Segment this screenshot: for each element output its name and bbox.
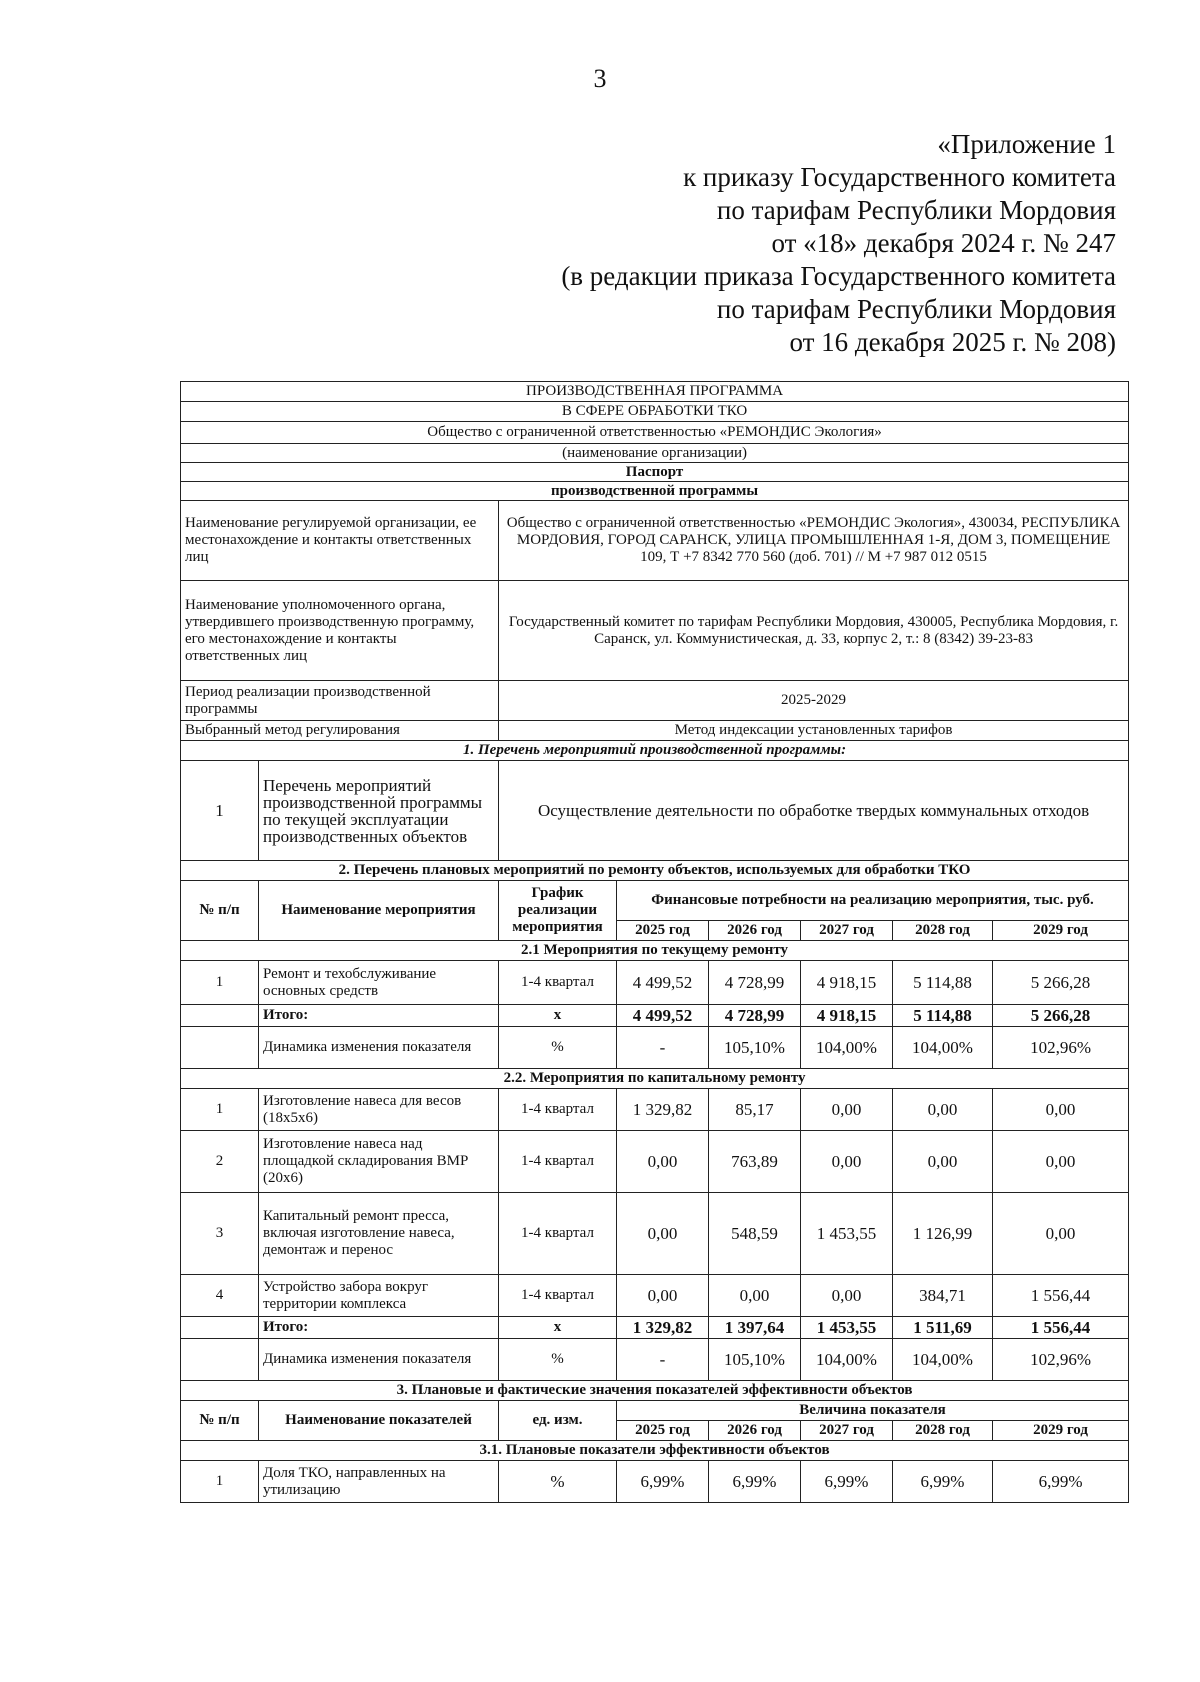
total-value: 1 397,64 [709,1317,801,1339]
total-schedule: х [499,1317,617,1339]
column-number-header: № п/п [181,881,259,941]
row-name: Ремонт и техобслуживание основных средств [259,961,499,1005]
empty-cell [181,1339,259,1381]
value-cell: 0,00 [617,1193,709,1275]
total-value: 1 511,69 [893,1317,993,1339]
value-cell: 0,00 [801,1275,893,1317]
row-unit: % [499,1461,617,1503]
total-value: 4 499,52 [617,1005,709,1027]
appendix-line: по тарифам Республики Мордовия [716,294,1116,324]
dynamics-value: 104,00% [893,1339,993,1381]
dynamics-unit: % [499,1339,617,1381]
subsection-2-1-title: 2.1 Мероприятия по текущему ремонту [181,941,1129,961]
table-row [181,1275,1129,1317]
dynamics-value: 104,00% [893,1027,993,1069]
table-row [181,1089,1129,1131]
row-name: Капитальный ремонт пресса, включая изготовление навеса, демонтаж и перенос [259,1193,499,1275]
table-row [181,1193,1129,1275]
column-value-header: Величина показателя [617,1401,1129,1421]
value-cell: 384,71 [893,1275,993,1317]
table-row [181,1131,1129,1193]
value-cell: 4 499,52 [617,961,709,1005]
value-cell: 0,00 [617,1275,709,1317]
subsection-3-1-title: 3.1. Плановые показатели эффективности объектов [181,1441,1129,1461]
year-header: 2027 год [801,1421,893,1441]
dynamics-value: - [617,1339,709,1381]
total-label: Итого: [259,1005,499,1027]
appendix-line: от «18» декабря 2024 г. № 247 [771,228,1116,258]
program-title: ПРОИЗВОДСТВЕННАЯ ПРОГРАММА [181,382,1129,402]
value-cell: 1 126,99 [893,1193,993,1275]
empty-cell [181,1005,259,1027]
passport-value: Государственный комитет по тарифам Республики Мордовия, 430005, Республика Мордовия, г. Саранск, ул. Коммунистическая, д. 33, корпус 2, т.: 8 (8342) 39-23-83 [499,581,1129,681]
row-number: 1 [181,961,259,1005]
dynamics-value: 104,00% [801,1027,893,1069]
appendix-line: (в редакции приказа Государственного комитета [561,261,1116,291]
row-number: 4 [181,1275,259,1317]
passport-value: 2025-2029 [499,681,1129,721]
value-cell: 0,00 [993,1089,1129,1131]
dynamics-row [181,1027,1129,1069]
empty-cell [181,1027,259,1069]
value-cell: 5 266,28 [993,961,1129,1005]
column-finance-header: Финансовые потребности на реализацию мероприятия, тыс. руб. [617,881,1129,921]
year-header: 2025 год [617,1421,709,1441]
value-cell: 4 918,15 [801,961,893,1005]
dynamics-label: Динамика изменения показателя [259,1027,499,1069]
passport-value: Метод индексации установленных тарифов [499,721,1129,741]
section-3-title: 3. Плановые и фактические значения показателей эффективности объектов [181,1381,1129,1401]
year-header: 2029 год [993,921,1129,941]
column-unit-header: ед. изм. [499,1401,617,1441]
appendix-line: к приказу Государственного комитета [683,162,1116,192]
row-number: 3 [181,1193,259,1275]
table-row [181,1461,1129,1503]
total-value: 1 556,44 [993,1317,1129,1339]
value-cell: 1 453,55 [801,1193,893,1275]
row-number: 1 [181,1089,259,1131]
dynamics-value: 104,00% [801,1339,893,1381]
passport-subtitle: производственной программы [181,482,1129,501]
value-cell: 6,99% [893,1461,993,1503]
passport-title: Паспорт [181,463,1129,482]
section-1-title: 1. Перечень мероприятий производственной программы: [181,741,1129,761]
value-cell: 548,59 [709,1193,801,1275]
total-row [181,1005,1129,1027]
section-2-title: 2. Перечень плановых мероприятий по ремонту объектов, используемых для обработки ТКО [181,861,1129,881]
table-row [181,961,1129,1005]
value-cell: 85,17 [709,1089,801,1131]
row-number: 1 [181,761,259,861]
organization-caption: (наименование организации) [181,444,1129,463]
production-program-table [180,381,1129,1503]
appendix-line: «Приложение 1 [937,129,1116,159]
year-header: 2028 год [893,1421,993,1441]
appendix-heading [561,128,1116,359]
year-header: 2027 год [801,921,893,941]
empty-cell [181,1317,259,1339]
passport-value: Общество с ограниченной ответственностью «РЕМОНДИС Экология», 430034, РЕСПУБЛИКА МОРДОВИЯ, ГОРОД САРАНСК, УЛИЦА ПРОМЫШЛЕННАЯ 1-Я, ДОМ 3, ПОМЕЩЕНИЕ 109, Т +7 8342 770 560 (доб. 701) // М +7 987 012 0515 [499,501,1129,581]
passport-row [181,501,1129,581]
dynamics-row [181,1339,1129,1381]
organization-name: Общество с ограниченной ответственностью «РЕМОНДИС Экология» [181,422,1129,444]
row-schedule: 1-4 квартал [499,1089,617,1131]
column-schedule-header: График реализации мероприятия [499,881,617,941]
dynamics-value: 102,96% [993,1339,1129,1381]
year-header: 2026 год [709,921,801,941]
value-cell: 0,00 [993,1193,1129,1275]
value-cell: 4 728,99 [709,961,801,1005]
value-cell: 5 114,88 [893,961,993,1005]
section-1-value: Осуществление деятельности по обработке твердых коммунальных отходов [499,761,1129,861]
row-name: Изготовление навеса над площадкой складирования ВМР (20х6) [259,1131,499,1193]
passport-label: Наименование регулируемой организации, ее местонахождение и контакты ответственных лиц [181,501,499,581]
dynamics-value: 102,96% [993,1027,1129,1069]
passport-row [181,721,1129,741]
total-label: Итого: [259,1317,499,1339]
value-cell: 0,00 [801,1131,893,1193]
value-cell: 0,00 [993,1131,1129,1193]
column-number-header: № п/п [181,1401,259,1441]
row-schedule: 1-4 квартал [499,1131,617,1193]
value-cell: 0,00 [893,1089,993,1131]
value-cell: 0,00 [709,1275,801,1317]
dynamics-value: - [617,1027,709,1069]
total-value: 1 453,55 [801,1317,893,1339]
row-number: 1 [181,1461,259,1503]
value-cell: 1 556,44 [993,1275,1129,1317]
dynamics-unit: % [499,1027,617,1069]
value-cell: 6,99% [709,1461,801,1503]
value-cell: 6,99% [617,1461,709,1503]
value-cell: 1 329,82 [617,1089,709,1131]
passport-row [181,581,1129,681]
appendix-line: по тарифам Республики Мордовия [716,195,1116,225]
section-1-row [181,761,1129,861]
passport-label: Период реализации производственной программы [181,681,499,721]
total-row [181,1317,1129,1339]
total-value: 5 266,28 [993,1005,1129,1027]
total-value: 5 114,88 [893,1005,993,1027]
total-value: 4 728,99 [709,1005,801,1027]
value-cell: 0,00 [617,1131,709,1193]
subsection-2-2-title: 2.2. Мероприятия по капитальному ремонту [181,1069,1129,1089]
row-name: Доля ТКО, направленных на утилизацию [259,1461,499,1503]
row-name: Устройство забора вокруг территории комплекса [259,1275,499,1317]
value-cell: 6,99% [801,1461,893,1503]
row-schedule: 1-4 квартал [499,961,617,1005]
passport-label: Выбранный метод регулирования [181,721,499,741]
value-cell: 0,00 [801,1089,893,1131]
value-cell: 763,89 [709,1131,801,1193]
year-header: 2029 год [993,1421,1129,1441]
total-value: 4 918,15 [801,1005,893,1027]
year-header: 2025 год [617,921,709,941]
total-schedule: х [499,1005,617,1027]
row-number: 2 [181,1131,259,1193]
value-cell: 0,00 [893,1131,993,1193]
total-value: 1 329,82 [617,1317,709,1339]
row-schedule: 1-4 квартал [499,1193,617,1275]
row-name: Изготовление навеса для весов (18х5х6) [259,1089,499,1131]
row-schedule: 1-4 квартал [499,1275,617,1317]
value-cell: 6,99% [993,1461,1129,1503]
column-name-header: Наименование мероприятия [259,881,499,941]
passport-row [181,681,1129,721]
dynamics-value: 105,10% [709,1339,801,1381]
page-number: 3 [593,64,607,93]
column-name-header: Наименование показателей [259,1401,499,1441]
year-header: 2026 год [709,1421,801,1441]
program-subtitle: В СФЕРЕ ОБРАБОТКИ ТКО [181,402,1129,422]
dynamics-value: 105,10% [709,1027,801,1069]
passport-label: Наименование уполномоченного органа, утвердившего производственную программу, его местонахождение и контакты ответственных лиц [181,581,499,681]
appendix-line: от 16 декабря 2025 г. № 208) [789,327,1116,357]
year-header: 2028 год [893,921,993,941]
dynamics-label: Динамика изменения показателя [259,1339,499,1381]
section-1-label: Перечень мероприятий производственной программы по текущей эксплуатации производственных объектов [259,761,499,861]
